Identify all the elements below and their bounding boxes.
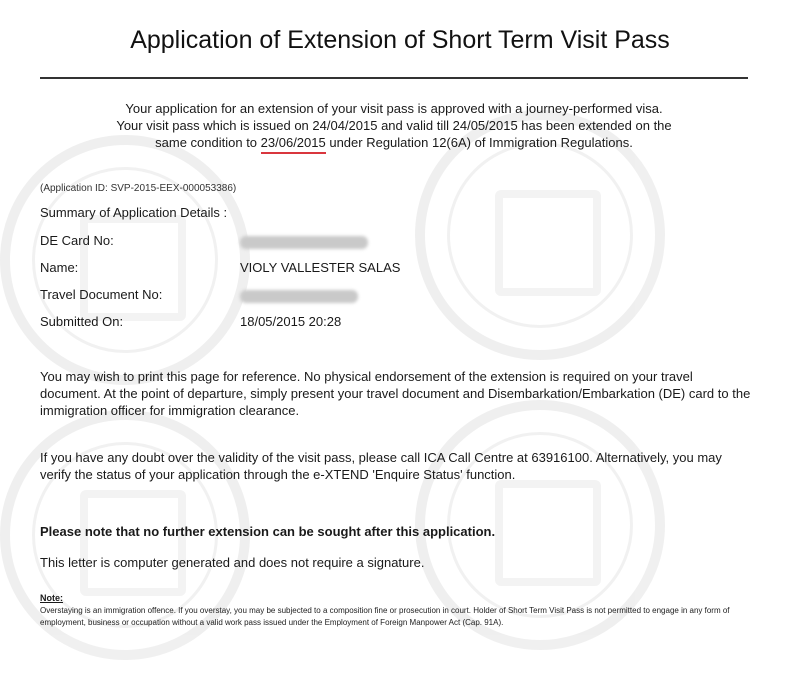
extended-date-text: 23/06/2015 (260, 135, 326, 150)
note-heading: Note: (40, 593, 63, 603)
detail-label: DE Card No: (40, 233, 114, 248)
approval-line-2: Your visit pass which is issued on 24/04/2015 and valid till 24/05/2015 has been extended on the (116, 118, 672, 133)
redacted-value (240, 236, 368, 249)
no-further-extension-notice: Please note that no further extension can be sought after this application. (40, 524, 496, 539)
detail-row-de-card (40, 233, 540, 251)
print-notice-paragraph: You may wish to print this page for reference. No physical endorsement of the extension is required on your travel document. At the point of departure, simply present your travel document and Disembarkation/Embarkation (DE) card to the immigration officer for immigration clearance. (40, 369, 751, 418)
approval-line-3-prefix: same condition to (155, 135, 261, 150)
detail-label: Travel Document No: (40, 287, 163, 302)
application-id: (Application ID: SVP-2015-EEX-000053386) (40, 183, 237, 194)
detail-value: VIOLY VALLESTER SALAS (240, 260, 401, 275)
doubt-notice-paragraph: If you have any doubt over the validity of the visit pass, please call ICA Call Centre at 63916100. Alternatively, you may verify the status of your application through the e-XTEND 'Enquire Status' function. (40, 450, 722, 482)
detail-label: Submitted On: (40, 314, 124, 329)
detail-row-travel-document (40, 287, 540, 305)
approval-line-3-suffix: under Regulation 12(6A) of Immigration Regulations. (325, 135, 633, 150)
red-underline-mark (261, 152, 326, 154)
approval-statement (40, 100, 748, 151)
computer-generated-notice: This letter is computer generated and does not require a signature. (40, 555, 425, 570)
detail-value: 18/05/2015 20:28 (240, 314, 342, 329)
note-text: Overstaying is an immigration offence. If you overstay, you may be subjected to a composition fine or prosecution in court. Holder of Short Term Visit Pass is not permitted to engage in any form of employment, business or occupation without a valid work pass issued under the Employment of Foreign Manpower Act (Cap. 91A). (40, 606, 730, 627)
approval-line-1: Your application for an extension of your visit pass is approved with a journey-performed visa. (125, 101, 663, 116)
title-divider (40, 77, 748, 79)
redacted-value (240, 290, 358, 303)
detail-row-submitted-on (40, 314, 540, 332)
detail-label: Name: (40, 260, 79, 275)
detail-row-name (40, 260, 540, 278)
approval-line-3 (40, 134, 748, 151)
extended-date (261, 135, 326, 150)
document-title: Application of Extension of Short Term Visit Pass (130, 26, 670, 54)
summary-heading: Summary of Application Details : (40, 205, 228, 220)
